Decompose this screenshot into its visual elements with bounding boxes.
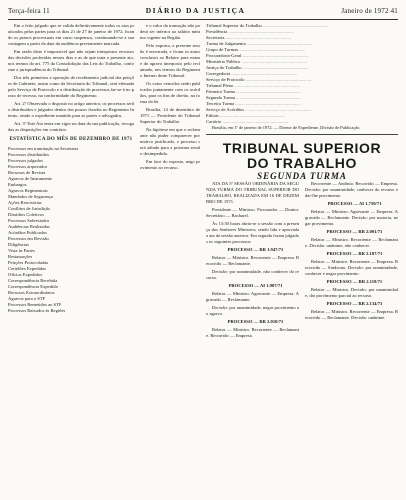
paragraph: Art. 3º Este Ato entra em vigor na data da sua publicação, revogadas as disposições em contrário.	[8, 121, 134, 132]
case-heading: PROCESSO — RR 2.134/71	[326, 301, 383, 306]
statistics-item-label: Correspondência Expedida	[8, 284, 58, 289]
statistics-heading: ESTATÍSTICA DO MÊS DE DEZEMBRO DE 1971	[9, 137, 133, 142]
contents-item-label: Tribunal Superior do Trabalho .....	[206, 23, 328, 29]
contents-item-label: Presidência .....	[206, 29, 294, 35]
statistics-item-label: Certidões Expedidas	[8, 266, 46, 271]
statistics-item-label: Mandados de Segurança	[8, 194, 53, 199]
header-rule	[8, 19, 398, 20]
paragraph: Pelo exposto, a presente sessão é encerrada, e ficam os autos conclusos ao Relator para exame do agravo interposto pelo reclamado, nos termos do Regimento Interno deste Tribunal.	[140, 43, 200, 78]
paragraph: Em o feito julgado que se valida definitivamente todos os atos praticados pelas partes para os dias 21 de 27 de janeiro de 1972, ficando os prazos processuais em curso suspensos, continuando-se a sua contagem a partir da data da audiência previamente marcada.	[8, 23, 134, 46]
paragraph: Relator — Ministro. Decisão: por unanimidade, dar provimento parcial ao recurso.	[305, 287, 398, 298]
tribunal-title-line-2: DO TRABALHO	[246, 155, 358, 171]
paragraph: Relator — Ministro. Recorrente — Reclamante. Recorrido — Empresa.	[206, 327, 299, 338]
contents-item-label: Ministério Público .....	[206, 59, 307, 65]
contents-item-label: Editais .....	[206, 113, 285, 119]
paragraph: Relator — Ministro. Recorrente — Reclamante. Decisão: unânime, não conhecer.	[305, 237, 398, 248]
statistics-item-label: Processos Baixados às Regiões	[8, 308, 66, 313]
contents-item-label: Secretaria .....	[206, 35, 291, 41]
contents-item-label: Primeira Turma .....	[206, 89, 302, 95]
paragraph: Os votos vencidos serão publicados juntamente com os acórdãos, para os fins de direito, na forma da lei.	[140, 81, 200, 104]
paragraph: Relator — Ministro. Agravante — Empresa. Agravado — Reclamante.	[206, 291, 299, 302]
statistics-item-label: Processos Sobrestados	[8, 218, 50, 223]
column-2	[140, 23, 200, 173]
contents-item-label: Serviço de Protocolo .....	[206, 77, 311, 83]
statistics-item-label: Petições Protocoladas	[8, 260, 49, 265]
paragraph: Relator — Ministro. Agravante — Empresa. Agravado — Reclamante. Decisão: por maioria, negar provimento.	[305, 209, 398, 226]
case-heading: PROCESSO — AI 1.759/71	[327, 201, 382, 206]
turma-heading: SEGUNDA TURMA	[257, 171, 347, 181]
contents-note: Brasília, em 1º de janeiro de 1972. — Diretor de Expediente, Divisão de Publicação.	[212, 125, 361, 130]
divider	[206, 134, 398, 135]
statistics-item-label: Diligências	[8, 242, 29, 247]
paragraph: Relator — Ministro. Recorrente — Empresa. Recorrido — Reclamante.	[206, 255, 300, 266]
statistics-item-label: Audiências Realizadas	[8, 224, 50, 229]
contents-list	[206, 23, 398, 125]
contents-item-label: Procuradoria-Geral .....	[206, 53, 308, 59]
paragraph: Decisão: por unanimidade, negar provimento ao agravo.	[206, 305, 299, 316]
header-title: DIÁRIO DA JUSTIÇA	[145, 6, 246, 15]
contents-item-label: Justiça do Trabalho .....	[206, 65, 308, 71]
statistics-item-label: Embargos	[8, 182, 27, 187]
statistics-item-label: Recursos de Revista	[8, 170, 46, 175]
contents-item-label: Serviço de Acórdãos .....	[206, 107, 311, 113]
case-heading: PROCESSO — RR 2.001/71	[326, 229, 383, 234]
statistics-item-label: Processos distribuídos	[8, 152, 49, 157]
statistics-item-label: Agravos de Instrumento	[8, 176, 53, 181]
case-heading: PROCESSO — AI 1.907/71	[228, 283, 283, 288]
case-heading: PROCESSO — RR 2.010/71	[227, 319, 284, 324]
statistics-item-label: Ações Rescisórias	[8, 200, 42, 205]
statistics-list	[8, 146, 134, 314]
tribunal-masthead	[206, 141, 398, 179]
contents-item-label: Segunda Turma .....	[206, 95, 302, 101]
statistics-item-label: Agravos para o STF	[8, 296, 46, 301]
paragraph: Brasília, 14 de dezembro de 1971 — Presidente do Tribunal Superior do Trabalho.	[140, 107, 200, 124]
paragraph: Recorrente — Antônio. Recorrido — Empresa. Decisão: por unanimidade, conhecer do recurso e dar-lhe provimento.	[305, 181, 398, 198]
statistics-item-label: Processos em Revisão	[8, 236, 49, 241]
statistics-item-label: Vista às Partes	[8, 248, 35, 253]
paragraph: Art. 2º Observado o disposto no artigo anterior, os processos serão distribuídos e julgados dentro dos prazos fixados no Regimento Interno, sendo o expediente mantido para as partes e advogados.	[8, 101, 134, 118]
paragraph: e o valor da transação não poderá ser inferior ao salário mínimo vigente na Região.	[140, 23, 200, 40]
header-right: Janeiro de 1972 41	[341, 7, 398, 15]
paragraph: Dos três primeiros a operação de recebimento judicial das petições de Gabinete, assim como da Secretaria do Tribunal, será efetuada pelo Serviço de Protocolo e a distribuição de processos far-se-á no prazo de recesso, na conformidade do Regimento.	[8, 75, 134, 98]
contents-item-label: Grupo de Turmas .....	[206, 47, 305, 53]
contents-item-label: Turma de Julgamento .....	[206, 41, 313, 47]
statistics-item-label: Processos arquivados	[8, 164, 48, 169]
contents-item-label: Cartório .....	[206, 119, 288, 125]
header-left: Terça-feira 11	[8, 7, 50, 15]
paragraph: Às 13:30 horas abriu-se a sessão com a presença dos Senhores Ministros, sendo lida e aprovada a ata da sessão anterior. Em seguida foram julgados os seguintes processos:	[206, 221, 299, 244]
case-heading: PROCESSO — RR 1.947/71	[227, 247, 284, 252]
case-heading: PROCESSO — RR 2.119/71	[326, 279, 383, 284]
contents-item-label: Corregedoria .....	[206, 71, 297, 77]
paragraph: Em face do exposto, nego provimento ao recurso.	[140, 159, 200, 170]
paragraph: Decisão: por unanimidade, não conhecer do recurso.	[206, 269, 299, 280]
contents-item-label: Terceira Turma .....	[206, 101, 301, 107]
statistics-item-label: Agravos Regimentais	[8, 188, 48, 193]
tribunal-title-line-1: TRIBUNAL SUPERIOR	[222, 140, 382, 156]
statistics-item-label: Processos julgados	[8, 158, 43, 163]
paragraph: Relator — Ministro. Recorrente — Empresa. Recorrido — Sindicato. Decisão: por unanimidade, conhecer e negar provimento.	[305, 259, 399, 276]
statistics-item-label: Restaurações	[8, 254, 33, 259]
statistics-item-label: Conflitos de Jurisdição	[8, 206, 51, 211]
statistics-item-label: Correspondência Recebida	[8, 278, 58, 283]
statistics-item-label: Acórdãos Publicados	[8, 230, 47, 235]
turma-left-column	[206, 181, 299, 341]
case-heading: PROCESSO — RR 2.107/71	[326, 251, 383, 256]
paragraph: Relator — Ministro. Recorrente — Empresa. Recorrido — Reclamante. Decisão: unânime.	[305, 309, 399, 320]
statistics-item-label: Recursos Extraordinários	[8, 290, 55, 295]
paragraph: Em razão disto é impossível que não sejam interpostos recursos das decisões proferidas nesses dias e as de que trata o presente ato, nos termos do art. 775 da Consolidação das Leis do Trabalho, conforme a jurisprudência do Tribunal.	[8, 49, 134, 72]
paragraph: Presidente — Ministro. Procurador — Doutor. Secretário — Bacharel.	[206, 207, 299, 218]
statistics-item-label: Dissídios Coletivos	[8, 212, 44, 217]
turma-body	[206, 181, 398, 341]
turma-right-column	[305, 181, 398, 341]
statistics-item-label: Processos Remetidos ao STF	[8, 302, 62, 307]
statistics-item-label: Processos em tramitação na Secretaria	[8, 146, 79, 151]
paragraph: ATA DA 5ª SESSÃO ORDINÁRIA DA SEGUNDA TURMA DO TRIBUNAL SUPERIOR DO TRABALHO, REALIZADA EM 16 DE DEZEMBRO DE 1971.	[206, 181, 299, 204]
statistics-item	[8, 308, 134, 314]
column-1	[8, 23, 134, 314]
column-3	[206, 23, 398, 341]
paragraph: Na hipótese em que o reclamante não puder comparecer por motivo justificado, o processo será adiado para a próxima sessão desimpedida.	[140, 127, 200, 156]
contents-item-label: Tribunal Pleno .....	[206, 83, 300, 89]
statistics-item-label: Ofícios Expedidos	[8, 272, 43, 277]
running-header	[8, 6, 398, 18]
